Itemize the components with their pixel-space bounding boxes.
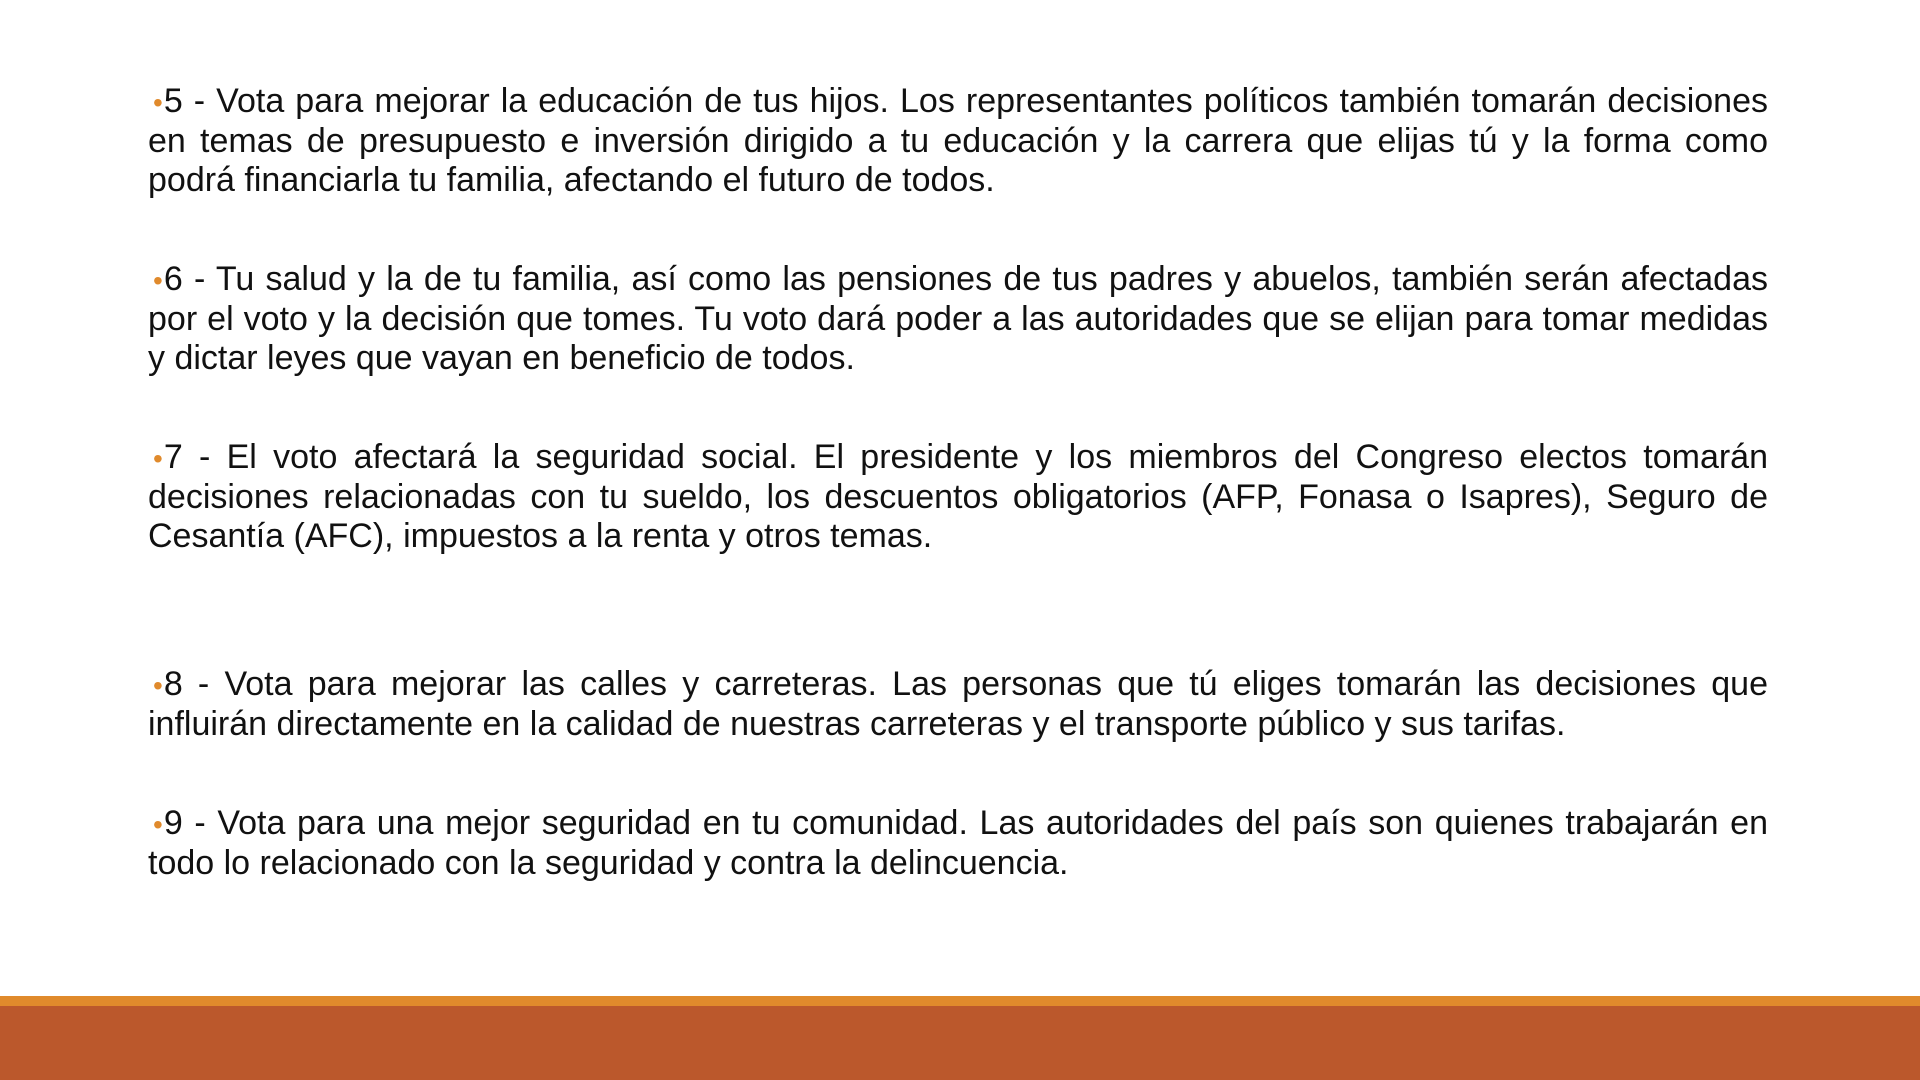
bullet-dot: • [153, 265, 163, 296]
bullet-item-7 [148, 438, 1768, 556]
bullet-dot: • [153, 809, 163, 840]
footer-bar [0, 1006, 1920, 1080]
bullet-text: 6 - Tu salud y la de tu familia, así como las pensiones de tus padres y abuelos, también serán afectadas por el voto y la decisión que tomes. Tu voto dará poder a las autoridades que se elijan para tomar medidas y dictar leyes que vayan en beneficio de todos. [148, 260, 1768, 377]
bullet-text: 9 - Vota para una mejor seguridad en tu comunidad. Las autoridades del país son quienes trabajarán en todo lo relacionado con la seguridad y contra la delincuencia. [148, 804, 1768, 882]
bullet-item-6 [148, 260, 1768, 378]
footer-accent-line [0, 996, 1920, 1006]
bullet-text: 7 - El voto afectará la seguridad social. El presidente y los miembros del Congreso electos tomarán decisiones relacionadas con tu sueldo, los descuentos obligatorios (AFP, Fonasa o Isapres), Seguro de Cesantía (AFC), impuestos a la renta y otros temas. [148, 438, 1768, 555]
bullet-text: 5 - Vota para mejorar la educación de tus hijos. Los representantes políticos también tomarán decisiones en temas de presupuesto e inversión dirigido a tu educación y la carrera que elijas tú y la forma como podrá financiarla tu familia, afectando el futuro de todos. [148, 82, 1768, 199]
bullet-dot: • [153, 670, 163, 701]
bullet-dot: • [153, 443, 163, 474]
bullet-item-5 [148, 82, 1768, 200]
bullet-item-8 [148, 665, 1768, 744]
bullet-item-9 [148, 804, 1768, 883]
bullet-text: 8 - Vota para mejorar las calles y carreteras. Las personas que tú eliges tomarán las decisiones que influirán directamente en la calidad de nuestras carreteras y el transporte público y sus tarifas. [148, 665, 1768, 743]
bullet-dot: • [153, 87, 163, 118]
